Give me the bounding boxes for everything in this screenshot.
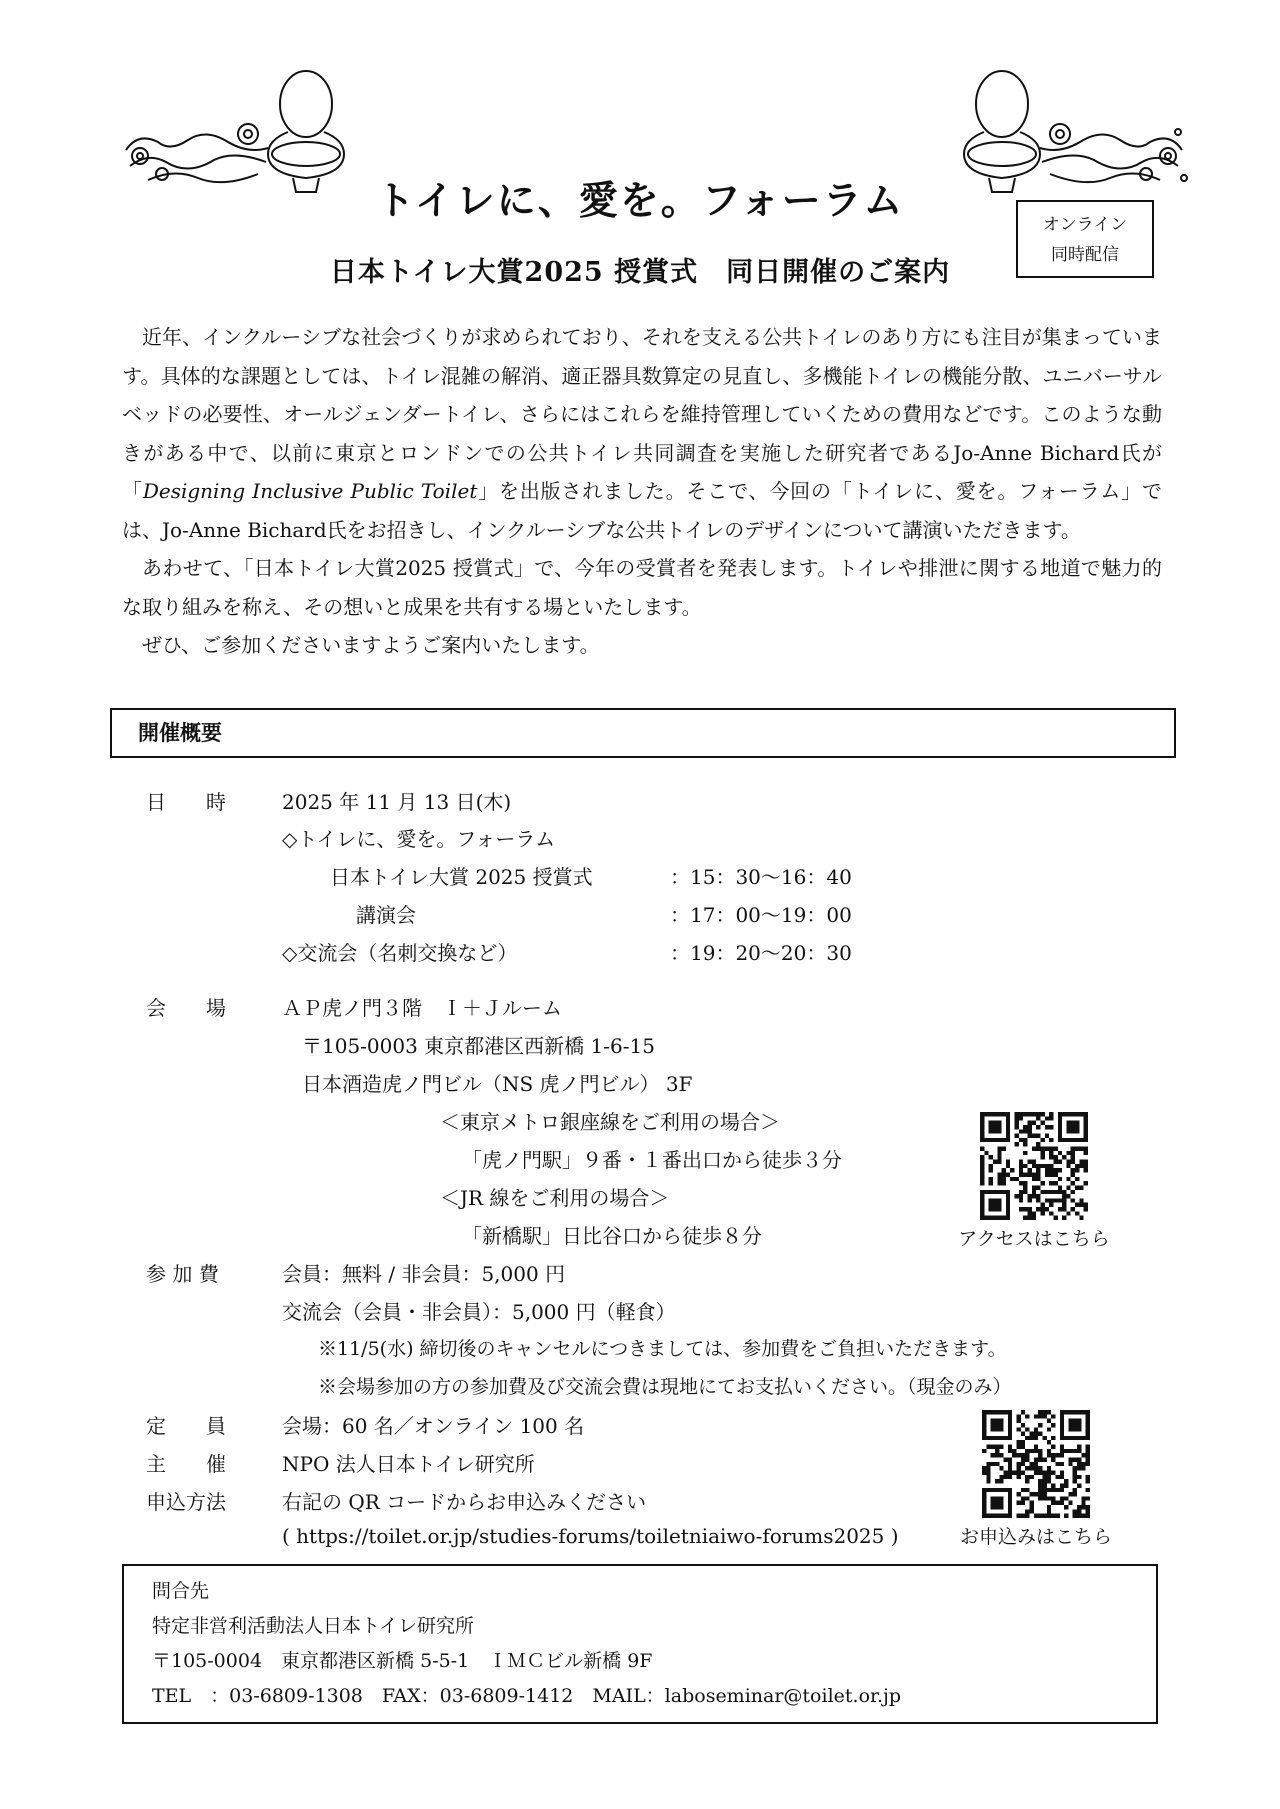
jr-detail: 「新橋駅」日比谷口から徒歩８分: [462, 1224, 762, 1248]
jr-heading: ＜JR 線をご利用の場合＞: [440, 1186, 670, 1210]
contact-address: 〒105-0004 東京都港区新橋 5-5-1 ＩＭＣビル新橋 9F: [152, 1650, 653, 1672]
fee-note-2: ※会場参加の方の参加費及び交流会費は現地にてお支払いください。（現金のみ）: [318, 1376, 1012, 1398]
host-label: 主 催: [146, 1452, 226, 1476]
award-item: 日本トイレ大賞 2025 授賞式: [330, 865, 593, 889]
apply-label: 申込方法: [146, 1490, 226, 1514]
capacity-value: 会場：60 名／オンライン 100 名: [282, 1414, 585, 1438]
apply-url-link[interactable]: ( https://toilet.or.jp/studies-forums/toiletniaiwo-forums2025 ): [282, 1524, 899, 1548]
fee-note-1: ※11/5(水) 締切後のキャンセルにつきましては、参加費をご負担いただきます。: [318, 1338, 1007, 1360]
host-value: NPO 法人日本トイレ研究所: [282, 1452, 535, 1476]
apply-caption: お申込みはこちら: [959, 1526, 1112, 1548]
capacity-label: 定 員: [146, 1414, 226, 1438]
metro-heading: ＜東京メトロ銀座線をご利用の場合＞: [440, 1110, 780, 1134]
fee-label: 参 加 費: [146, 1262, 219, 1286]
page-title: トイレに、愛を。フォーラム: [375, 178, 905, 224]
venue-building: 日本酒造虎ノ門ビル（NS 虎ノ門ビル） 3F: [302, 1072, 693, 1096]
venue-label: 会 場: [146, 996, 226, 1020]
forum-item: ◇トイレに、愛を。フォーラム: [282, 827, 556, 851]
venue-address: 〒105-0003 東京都港区西新橋 1-6-15: [302, 1034, 655, 1058]
exchange-item: ◇交流会（名刺交換など）: [282, 941, 518, 965]
overview-heading: 開催概要: [110, 708, 1176, 758]
fee-exchange: 交流会（会員・非会員）：5,000 円（軽食）: [282, 1300, 676, 1324]
event-date: 2025 年 11 月 13 日(木): [282, 790, 512, 814]
lecture-time: ：17：00～19：00: [670, 903, 852, 927]
access-qr-code-icon[interactable]: [980, 1112, 1088, 1224]
online-badge: [1016, 200, 1154, 278]
intro-paragraph-2: あわせて、「日本トイレ大賞2025 授賞式」で、今年の受賞者を発表します。トイレや排泄に関する地道で魅力的な取り組みを称え、その想いと成果を共有する場といたします。: [122, 556, 1162, 619]
apply-value: 右記の QR コードからお申込みください: [282, 1490, 647, 1514]
contact-heading: 問合先: [152, 1580, 210, 1602]
access-caption: アクセスはこちら: [958, 1228, 1110, 1250]
intro-paragraph-3: ぜひ、ご参加くださいますようご案内いたします。: [142, 633, 600, 657]
venue-name: ＡＰ虎ノ門３階 Ｉ＋Ｊルーム: [282, 996, 562, 1020]
lecture-item: 講演会: [356, 903, 416, 927]
apply-qr-code-icon[interactable]: [982, 1410, 1090, 1522]
book-title: Designing Inclusive Public Toilet: [142, 479, 478, 503]
contact-phones: TEL ：03-6809-1308 FAX：03-6809-1412 MAIL：laboseminar@toilet.or.jp: [152, 1685, 902, 1707]
exchange-time: ：19：20～20：30: [670, 941, 852, 965]
metro-detail: 「虎ノ門駅」９番・１番出口から徒歩３分: [462, 1148, 842, 1172]
badge-line-2: 同時配信: [1051, 245, 1119, 265]
datetime-label: 日 時: [146, 790, 226, 814]
intro-text: [122, 318, 1162, 665]
intro-paragraph-1: 近年、インクルーシブな社会づくりが求められており、それを支える公共トイレのあり方にも注目が集まっています。具体的な課題としては、トイレ混雑の解消、適正器具数算定の見直し、多機能トイレの機能分散、ユニバーサルベッドの必要性、オールジェンダートイレ、さらにはこれらを維持管理していくための費用などです。このような動きがある中で、以前に東京とロンドンでの公共トイレ共同調査を実施した研究者であるJo-Anne Bichard氏が「Designing Inclusive Public Toilet」を出版されました。そこで、今回の「トイレに、愛を。フォーラム」では、Jo-Anne Bichard氏をお招きし、インクルーシブな公共トイレのデザインについて講演いただきます。: [122, 325, 1162, 542]
contact-organization: 特定非営利活動法人日本トイレ研究所: [152, 1615, 475, 1637]
page-subtitle: 日本トイレ大賞2025 授賞式 同日開催のご案内: [329, 257, 951, 288]
contact-box: [122, 1564, 1158, 1724]
fee-main: 会員：無料 / 非会員：5,000 円: [282, 1262, 566, 1286]
badge-line-1: オンライン: [1042, 215, 1128, 235]
award-time: ：15：30～16：40: [670, 865, 852, 889]
